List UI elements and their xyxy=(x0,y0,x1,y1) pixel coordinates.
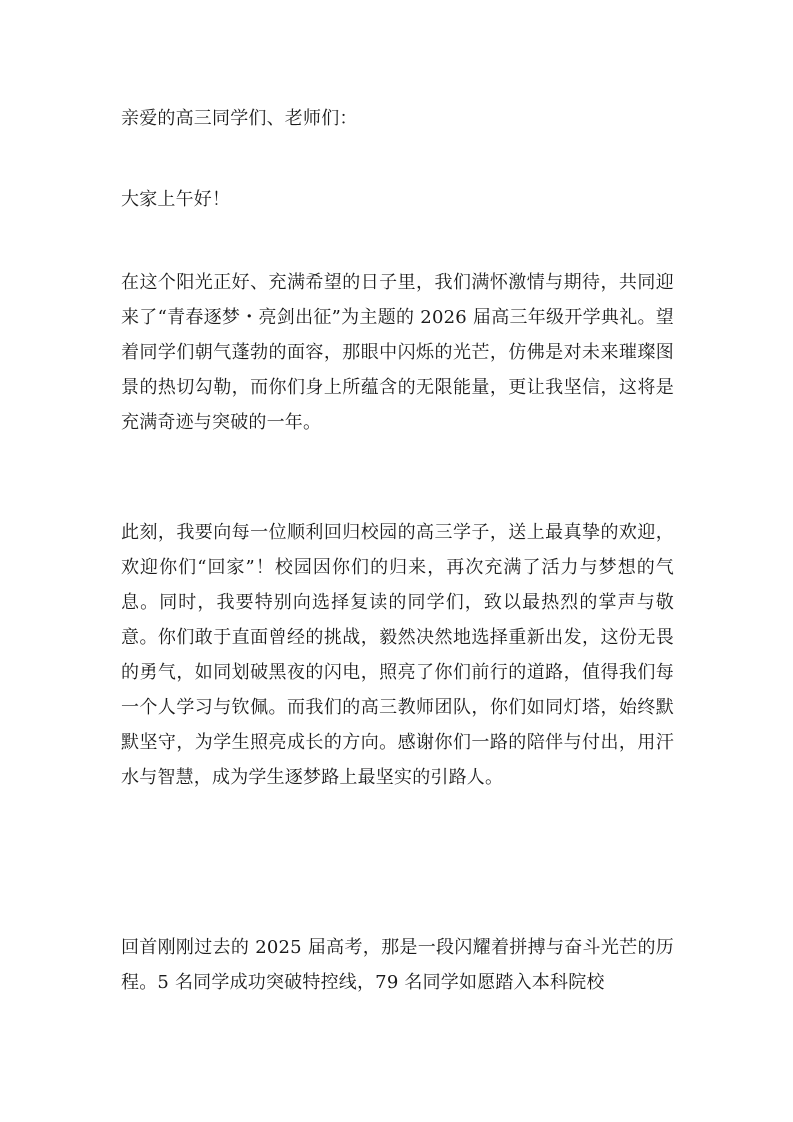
paragraph-review: 回首刚刚过去的 2025 届高考，那是一段闪耀着拼搏与奋斗光芒的历程。5 名同学成功突破特控线，79 名同学如愿踏入本科院校 xyxy=(121,937,674,993)
paragraph-welcome: 此刻，我要向每一位顺利回归校园的高三学子，送上最真挚的欢迎，欢迎你们“回家”！校园因你们的归来，再次充满了活力与梦想的气息。同时，我要特别向选择复读的同学们，致以最热烈的掌声与敬意。你们敢于直面曾经的挑战，毅然决然地选择重新出发，这份无畏的勇气，如同划破黑夜的闪电，照亮了你们前行的道路，值得我们每一个人学习与钦佩。而我们的高三教师团队，你们如同灯塔，始终默默坚守，为学生照亮成长的方向。感谢你们一路的陪伴与付出，用汗水与智慧，成为学生逐梦路上最坚实的引路人。 xyxy=(121,522,674,788)
salutation: 亲爱的高三同学们、老师们： xyxy=(121,108,358,129)
greeting: 大家上午好！ xyxy=(121,189,231,210)
paragraph-opening: 在这个阳光正好、充满希望的日子里，我们满怀激情与期待，共同迎来了“青春逐梦・亮剑出征”为主题的 2026 届高三年级开学典礼。望着同学们朝气蓬勃的面容，那眼中闪烁的光芒，仿佛是对未来璀璨图景的热切勾勒，而你们身上所蕴含的无限能量，更让我坚信，这将是充满奇迹与突破的一年。 xyxy=(121,272,674,433)
